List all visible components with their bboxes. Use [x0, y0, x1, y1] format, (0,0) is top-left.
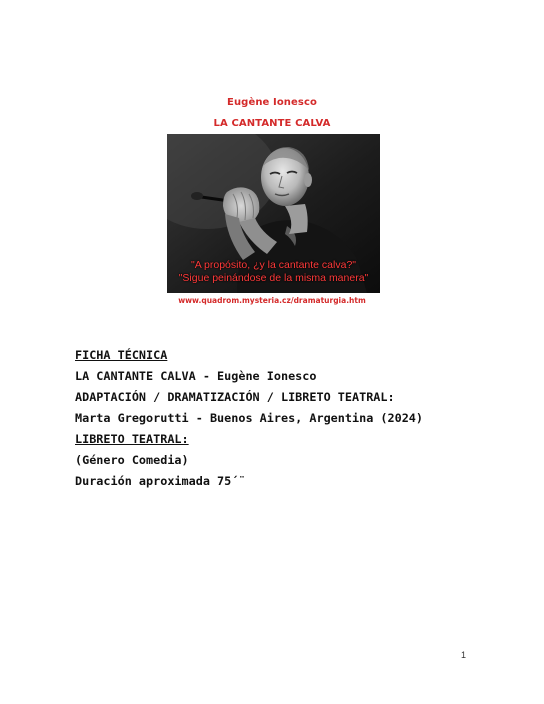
technical-sheet-heading: FICHA TÉCNICA [75, 348, 168, 362]
technical-sheet [75, 345, 423, 492]
cover-quote-line-2: "Sigue peinándose de la misma manera" [178, 272, 369, 284]
play-and-author-line: LA CANTANTE CALVA - Eugène Ionesco [75, 369, 317, 383]
image-source-url[interactable]: www.quadrom.mysteria.cz/dramaturgia.htm [178, 296, 366, 305]
libretto-heading: LIBRETO TEATRAL: [75, 432, 189, 446]
adaptation-label: ADAPTACIÓN / DRAMATIZACIÓN / LIBRETO TEATRAL: [75, 390, 395, 404]
author-name: Eugène Ionesco [227, 97, 317, 108]
page-number: 1 [461, 650, 467, 660]
genre-line: (Género Comedia) [75, 453, 189, 467]
adapter-credit: Marta Gregorutti - Buenos Aires, Argentina (2024) [75, 411, 424, 425]
play-title: LA CANTANTE CALVA [213, 118, 331, 129]
cover-photo [167, 134, 380, 293]
cover-quote-line-1: "A propósito, ¿y la cantante calva?" [190, 259, 357, 271]
duration-line: Duración aproximada 75´¨ [75, 474, 246, 488]
